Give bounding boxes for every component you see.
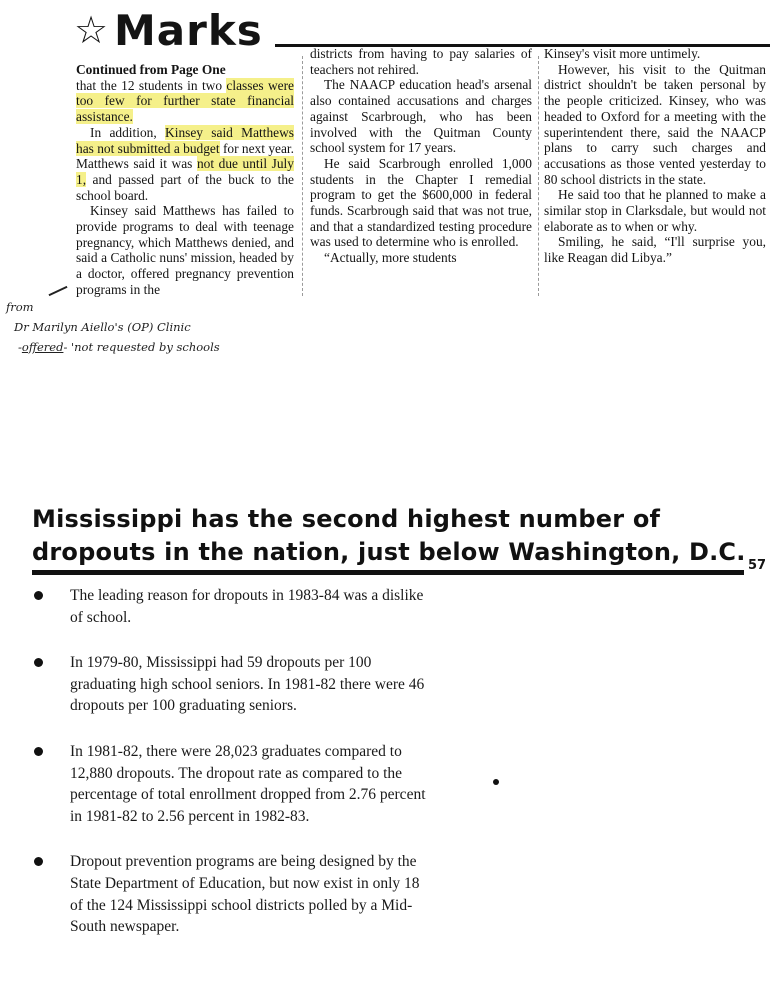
- page-number: 57: [748, 558, 767, 573]
- column-divider: [302, 56, 303, 296]
- column-divider: [538, 56, 539, 296]
- text-run: for next year. Matthews said it was: [76, 140, 294, 172]
- text-run: - 'not requested by schools: [63, 340, 220, 354]
- headline-rule: [32, 570, 744, 575]
- handwritten-note-line-2: Dr Marilyn Aiello's (OP) Clinic: [14, 320, 191, 334]
- text-run: -: [18, 340, 22, 354]
- bullet-icon: [34, 591, 43, 600]
- paragraph: Smiling, he said, “I'll surprise you, like Reagan did Libya.”: [544, 234, 766, 266]
- highlighted-text: not due until July 1,: [76, 156, 294, 187]
- paragraph: However, his visit to the Quitman district shouldn't be taken personal by the people criticized. Kinsey, who was headed to Oxford for a meeting with the superintendent there, said the NAACP plans to carry such charges and accusations as those vented yesterday to 80 school districts in the state.: [544, 61, 766, 187]
- paragraph: Kinsey said Matthews has failed to provide programs to deal with teenage pregnancy, which Matthews denied, and said a Catholic nuns' mission, headed by a doctor, offered pregnancy prevention programs in the: [76, 203, 294, 297]
- masthead-title: Marks: [114, 6, 263, 55]
- bullet-icon: [34, 857, 43, 866]
- handwritten-note-line-3: [18, 340, 220, 354]
- bullet-icon: [34, 747, 43, 756]
- article-column-1: [76, 62, 294, 308]
- paragraph: Kinsey's visit more untimely.: [544, 46, 701, 61]
- page-headline: Mississippi has the second highest number of dropouts in the nation, just below Washington, D.C.: [32, 505, 746, 566]
- bullet-icon: [34, 658, 43, 667]
- list-item: [34, 741, 434, 827]
- list-item-text: The leading reason for dropouts in 1983-84 was a dislike of school.: [70, 587, 424, 626]
- highlighted-text: classes were too few for further state financial assistance.: [76, 77, 294, 125]
- highlighted-text: Kinsey said Matthews has not submitted a budget: [76, 124, 294, 156]
- paragraph: He said Scarbrough enrolled 1,000 students in the Chapter I remedial program to get the $600,000 in federal funds. Scarbrough said that was not true, and that a standardized testing procedure was used to determine who is enrolled.: [310, 155, 532, 250]
- continued-label: Continued from Page One: [76, 62, 226, 77]
- paragraph: He said too that he planned to make a similar stop in Clarksdale, but would not elaborate as to when or why.: [544, 187, 766, 234]
- list-item-text: In 1979-80, Mississippi had 59 dropouts per 100 graduating high school seniors. In 1981-82 there were 46 dropouts per 100 graduating seniors.: [70, 654, 425, 715]
- paragraph: “Actually, more students: [324, 250, 457, 266]
- list-item-text: In 1981-82, there were 28,023 graduates compared to 12,880 dropouts. The dropout rate as compared to the percentage of total enrollment dropped from 2.76 percent in 1981-82 to 2.56 percent in 1982-83.: [70, 742, 426, 825]
- paragraph: districts from having to pay salaries of teachers not rehired.: [310, 46, 532, 77]
- underlined-word: offered: [21, 340, 64, 354]
- article-column-3: [544, 46, 766, 266]
- paragraph: [76, 78, 294, 125]
- text-run: that the 12 students in two: [76, 77, 223, 93]
- handwritten-slash-mark: [49, 286, 68, 296]
- text-run: and passed part of the buck to the school board.: [76, 171, 294, 203]
- continued-line: [76, 62, 294, 78]
- list-item: [34, 851, 434, 937]
- list-item: [34, 652, 434, 717]
- paragraph: [76, 125, 294, 204]
- star-icon: ☆: [74, 8, 109, 52]
- list-item-text: Dropout prevention programs are being designed by the State Department of Education, but now exist in only 18 of the 124 Mississippi school districts polled by a Mid-South newspaper.: [70, 853, 420, 936]
- fact-list: [34, 585, 434, 938]
- handwritten-note-line-1: from: [6, 300, 34, 314]
- text-run: In addition,: [90, 124, 157, 140]
- stray-ink-dot: [493, 779, 499, 785]
- paragraph: The NAACP education head's arsenal also contained accusations and charges against Scarbrough, who has been involved with the Quitman County school system for 17 years.: [310, 77, 532, 156]
- list-item: [34, 585, 434, 628]
- article-column-2: [310, 46, 532, 266]
